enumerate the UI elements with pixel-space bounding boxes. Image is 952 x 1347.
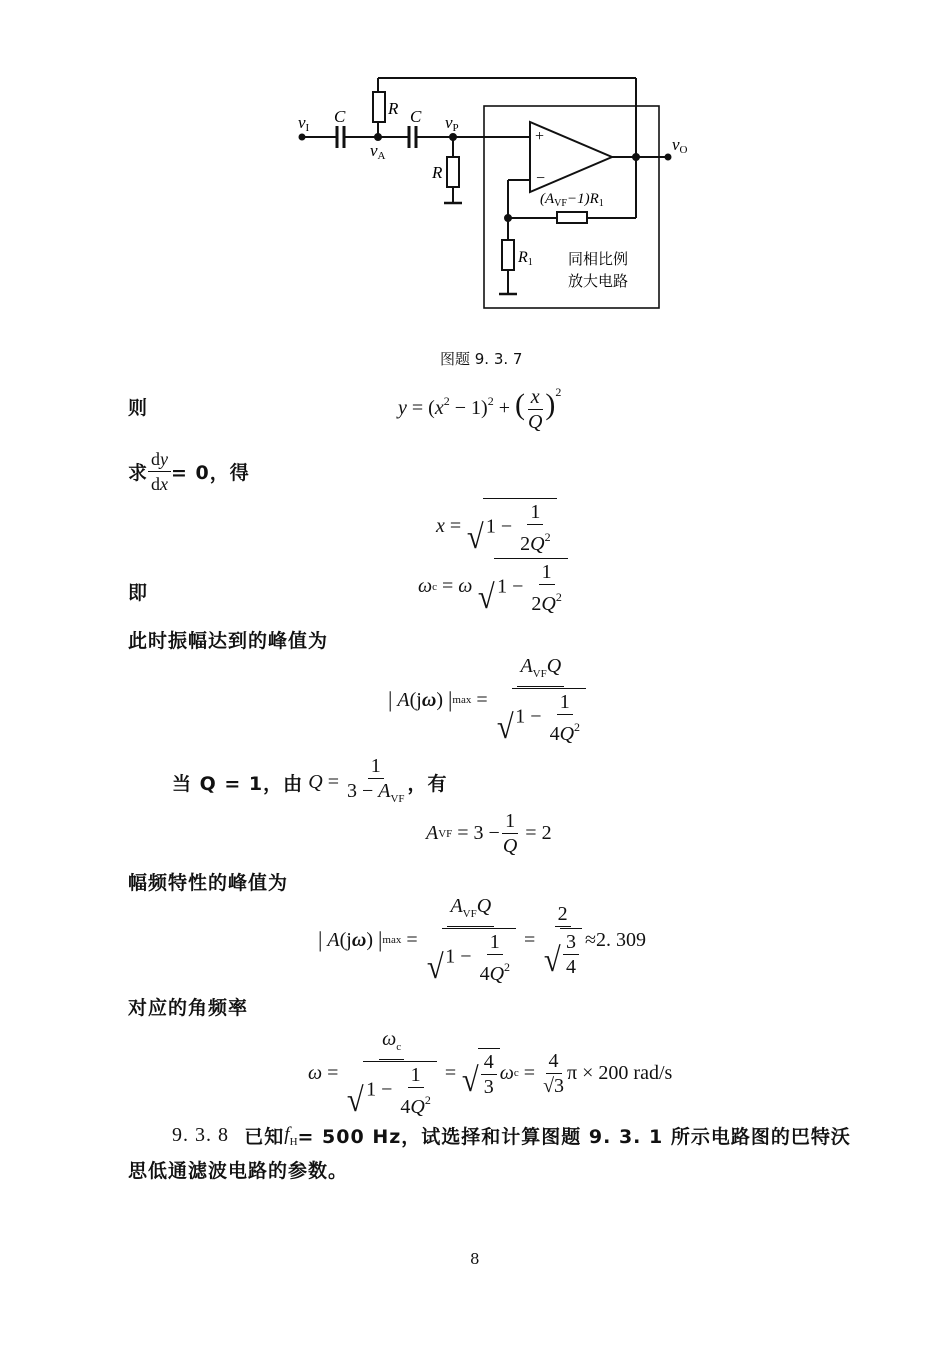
eq-x: x = √ 1 − $\frac{1}{2Q^2}$ xyxy=(436,498,557,555)
page-number: 8 xyxy=(470,1250,480,1268)
dydx-line: 求 $\frac{dy}{dx}$ = 0，得 xyxy=(128,449,250,494)
eq-y: $y = (x^2 - 1)^2$ + ( $\frac{x}{Q}$ )$^2$ xyxy=(398,385,562,433)
label-minus: − xyxy=(536,170,546,187)
svg-text:vO: vO xyxy=(672,135,688,156)
peak-intro: 此时振幅达到的峰值为 xyxy=(128,630,329,652)
circuit-diagram xyxy=(0,0,952,340)
angfreq-intro: 对应的角频率 xyxy=(128,997,249,1019)
label-r-ground: R xyxy=(432,163,443,182)
eq-amax-value: | A (j ω ) | max = $A_{VF}Q$ √ 1 − $\frac{1}{4Q^2}$ = 2 √ $\frac{3}{4}$ ≈2. 309 xyxy=(318,895,646,986)
box-text-line1: 同相比例 xyxy=(568,252,629,268)
svg-text:vI: vI xyxy=(298,113,310,134)
label-plus: + xyxy=(535,128,545,145)
box-text-line2: 放大电路 xyxy=(568,274,629,290)
svg-text:(AVF−1)R1: $(A_{VF}-1)R_1$ xyxy=(540,191,604,209)
problem-line2: 思低通滤波电路的参数。 xyxy=(128,1160,349,1182)
dang-line: 当 Q = 1，由 Q = $\frac{1}{3 - A_{VF}}$ ，有 xyxy=(172,755,448,805)
label-va: v xyxy=(370,141,378,160)
label-c2: C xyxy=(410,107,422,126)
eq-omega-c: ω c = ω √ 1 − $\frac{1}{2Q^2}$ xyxy=(418,558,568,615)
label-vo: v xyxy=(672,135,680,154)
label-feedback: (A xyxy=(540,191,555,207)
svg-text:vP: vP xyxy=(445,113,459,134)
figure-caption: 图题 9. 3. 7 xyxy=(440,350,523,368)
ze-label: 则 xyxy=(128,397,149,419)
eq-amax: | A (j ω ) | max = $A_{VF}Q$ √ 1 − $\frac{1}{4Q^2}$ xyxy=(388,655,589,745)
amp-peak-intro: 幅频特性的峰值为 xyxy=(128,872,289,894)
label-vp: v xyxy=(445,113,453,132)
ji-label: 即 xyxy=(128,582,149,604)
label-vi: v xyxy=(298,113,306,132)
label-c1: C xyxy=(334,107,346,126)
eq-omega: ω = $\omega_c$ √ 1 − $\frac{1}{4Q^2}$ = √ $\frac{4}{3}$ ω c = $\frac{4}{√3}$ π × 200 rad/s xyxy=(308,1028,673,1119)
eq-avf: A VF = 3 − $\frac{1}{Q}$ = 2 xyxy=(426,810,552,857)
label-r-top: R xyxy=(388,99,399,118)
problem-line1: 9. 3. 8 已知 $f_H$ = 500 Hz，试选择和计算图题 9. 3. 1 所示电路图的巴特沃 xyxy=(172,1123,851,1148)
svg-text:R1: R1 xyxy=(518,249,533,268)
svg-text:vA: vA xyxy=(370,141,386,162)
label-r1: R xyxy=(518,249,528,266)
